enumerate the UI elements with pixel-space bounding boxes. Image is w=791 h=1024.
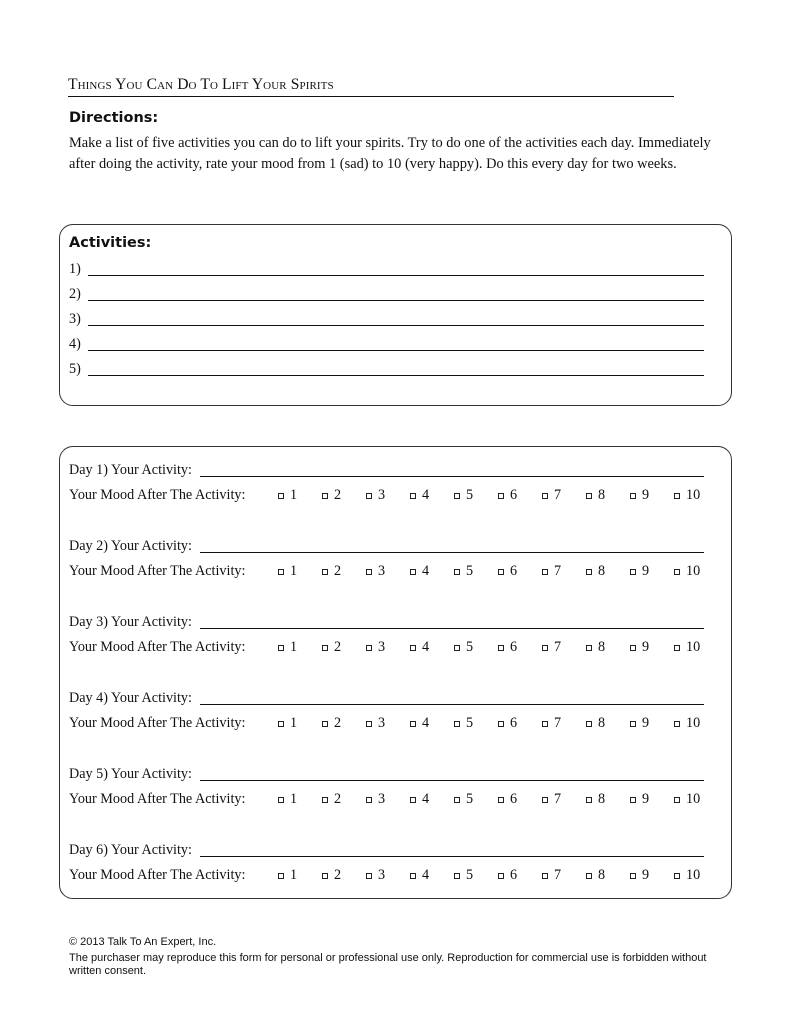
day-activity-line	[69, 536, 704, 556]
day-activity-label: Day 1) Your Activity:	[69, 462, 192, 478]
mood-option-value: 5	[466, 715, 474, 731]
day-activity-line	[69, 840, 704, 860]
copyright-text: © 2013 Talk To An Expert, Inc.	[69, 936, 217, 948]
mood-checkbox[interactable]	[366, 797, 372, 803]
mood-checkbox[interactable]	[454, 493, 460, 499]
mood-checkbox[interactable]	[278, 797, 284, 803]
mood-checkbox[interactable]	[498, 493, 504, 499]
mood-option[interactable]	[674, 485, 700, 505]
mood-checkbox[interactable]	[674, 797, 680, 803]
mood-option-value: 7	[554, 715, 562, 731]
mood-checkbox[interactable]	[498, 645, 504, 651]
day-activity-line	[69, 764, 704, 784]
mood-checkbox[interactable]	[542, 797, 548, 803]
mood-option[interactable]	[278, 865, 297, 885]
mood-checkbox[interactable]	[674, 569, 680, 575]
mood-option[interactable]	[410, 865, 429, 885]
mood-checkbox[interactable]	[322, 873, 328, 879]
mood-option-value: 3	[378, 639, 386, 655]
mood-option-value: 3	[378, 487, 386, 503]
activity-number: 2)	[69, 286, 81, 302]
mood-option-value: 10	[686, 639, 701, 655]
mood-checkbox[interactable]	[498, 569, 504, 575]
mood-checkbox[interactable]	[278, 493, 284, 499]
mood-option-value: 5	[466, 867, 474, 883]
mood-option[interactable]	[278, 713, 297, 733]
mood-option[interactable]	[278, 637, 297, 657]
mood-option[interactable]	[322, 561, 341, 581]
mood-checkbox[interactable]	[410, 569, 416, 575]
mood-checkbox[interactable]	[322, 645, 328, 651]
mood-rating-row	[69, 561, 709, 581]
mood-option-value: 5	[466, 563, 474, 579]
mood-rating-row	[69, 865, 709, 885]
mood-option-value: 3	[378, 791, 386, 807]
activity-line	[69, 309, 704, 329]
activity-line	[69, 284, 704, 304]
activity-line	[69, 334, 704, 354]
mood-checkbox[interactable]	[586, 797, 592, 803]
mood-option-value: 3	[378, 715, 386, 731]
mood-option-value: 4	[422, 563, 430, 579]
mood-option-value: 2	[334, 563, 342, 579]
mood-option-value: 6	[510, 639, 518, 655]
mood-option[interactable]	[674, 637, 700, 657]
mood-checkbox[interactable]	[410, 721, 416, 727]
mood-checkbox[interactable]	[498, 721, 504, 727]
mood-option-value: 6	[510, 791, 518, 807]
mood-checkbox[interactable]	[630, 873, 636, 879]
mood-option-value: 6	[510, 563, 518, 579]
mood-checkbox[interactable]	[410, 493, 416, 499]
mood-option[interactable]	[498, 713, 517, 733]
mood-option-value: 10	[686, 715, 701, 731]
mood-option[interactable]	[278, 561, 297, 581]
mood-checkbox[interactable]	[586, 721, 592, 727]
mood-option[interactable]	[454, 561, 473, 581]
day-activity-blank-field[interactable]	[200, 628, 704, 629]
mood-option[interactable]	[366, 637, 385, 657]
mood-label: Your Mood After The Activity:	[69, 715, 246, 731]
mood-option[interactable]	[674, 561, 700, 581]
mood-option[interactable]	[586, 561, 605, 581]
mood-checkbox[interactable]	[542, 493, 548, 499]
mood-option-value: 6	[510, 715, 518, 731]
activities-heading: Activities:	[69, 235, 152, 251]
mood-option-value: 9	[642, 715, 650, 731]
mood-checkbox[interactable]	[454, 721, 460, 727]
mood-rating-row	[69, 637, 709, 657]
mood-checkbox[interactable]	[542, 721, 548, 727]
mood-option-value: 1	[290, 563, 298, 579]
mood-checkbox[interactable]	[674, 721, 680, 727]
mood-option[interactable]	[454, 485, 473, 505]
mood-checkbox[interactable]	[674, 493, 680, 499]
mood-option-value: 1	[290, 791, 298, 807]
mood-option[interactable]	[322, 865, 341, 885]
mood-option[interactable]	[410, 789, 429, 809]
mood-option-value: 9	[642, 639, 650, 655]
mood-option-value: 7	[554, 487, 562, 503]
mood-option[interactable]	[630, 865, 649, 885]
mood-option[interactable]	[542, 713, 561, 733]
mood-option[interactable]	[322, 485, 341, 505]
mood-checkbox[interactable]	[630, 569, 636, 575]
mood-option-value: 1	[290, 639, 298, 655]
daily-log-panel	[59, 446, 732, 899]
mood-checkbox[interactable]	[586, 873, 592, 879]
day-activity-blank-field[interactable]	[200, 476, 704, 477]
mood-option[interactable]	[630, 713, 649, 733]
mood-option[interactable]	[542, 637, 561, 657]
mood-option-value: 5	[466, 487, 474, 503]
mood-option[interactable]	[454, 865, 473, 885]
activity-number: 4)	[69, 336, 81, 352]
mood-option[interactable]	[542, 561, 561, 581]
mood-checkbox[interactable]	[630, 493, 636, 499]
mood-checkbox[interactable]	[586, 569, 592, 575]
mood-option-value: 4	[422, 487, 430, 503]
mood-option-value: 2	[334, 487, 342, 503]
mood-option-value: 8	[598, 487, 606, 503]
mood-checkbox[interactable]	[366, 873, 372, 879]
mood-checkbox[interactable]	[542, 569, 548, 575]
mood-option-value: 7	[554, 563, 562, 579]
page-title: Things You Can Do To Lift Your Spirits	[68, 74, 674, 97]
day-activity-blank-field[interactable]	[200, 856, 704, 857]
mood-option-value: 8	[598, 791, 606, 807]
mood-option[interactable]	[630, 485, 649, 505]
mood-option-value: 6	[510, 867, 518, 883]
mood-option[interactable]	[542, 789, 561, 809]
mood-option[interactable]	[674, 865, 700, 885]
mood-option[interactable]	[366, 865, 385, 885]
mood-checkbox[interactable]	[366, 721, 372, 727]
mood-checkbox[interactable]	[674, 873, 680, 879]
mood-option-value: 10	[686, 791, 701, 807]
mood-rating-row	[69, 485, 709, 505]
mood-option[interactable]	[542, 865, 561, 885]
mood-option[interactable]	[454, 713, 473, 733]
mood-option[interactable]	[366, 485, 385, 505]
mood-option-value: 9	[642, 867, 650, 883]
mood-checkbox[interactable]	[410, 873, 416, 879]
activity-number: 3)	[69, 311, 81, 327]
mood-checkbox[interactable]	[322, 797, 328, 803]
mood-option[interactable]	[586, 789, 605, 809]
mood-option[interactable]	[674, 789, 700, 809]
mood-checkbox[interactable]	[454, 645, 460, 651]
mood-checkbox[interactable]	[498, 797, 504, 803]
mood-option-value: 4	[422, 867, 430, 883]
activity-blank-field[interactable]	[88, 375, 704, 376]
mood-option[interactable]	[410, 713, 429, 733]
activity-number: 5)	[69, 361, 81, 377]
mood-checkbox[interactable]	[322, 493, 328, 499]
mood-option-value: 7	[554, 867, 562, 883]
activity-blank-field[interactable]	[88, 325, 704, 326]
mood-option[interactable]	[630, 561, 649, 581]
mood-option-value: 1	[290, 867, 298, 883]
reproduction-notice: The purchaser may reproduce this form for personal or professional use only. Reproduction for commercial use is forbidden without written consent.	[69, 952, 707, 977]
mood-option-value: 1	[290, 487, 298, 503]
activity-line	[69, 359, 704, 379]
mood-option-value: 8	[598, 639, 606, 655]
day-activity-label: Day 6) Your Activity:	[69, 842, 192, 858]
day-activity-label: Day 2) Your Activity:	[69, 538, 192, 554]
day-activity-blank-field[interactable]	[200, 552, 704, 553]
mood-rating-row	[69, 713, 709, 733]
mood-checkbox[interactable]	[366, 569, 372, 575]
mood-option[interactable]	[410, 637, 429, 657]
mood-checkbox[interactable]	[366, 493, 372, 499]
mood-checkbox[interactable]	[542, 873, 548, 879]
activity-number: 1)	[69, 261, 81, 277]
mood-checkbox[interactable]	[498, 873, 504, 879]
mood-checkbox[interactable]	[278, 645, 284, 651]
mood-option-value: 2	[334, 639, 342, 655]
mood-option-value: 10	[686, 487, 701, 503]
mood-option-value: 7	[554, 639, 562, 655]
mood-option[interactable]	[498, 865, 517, 885]
mood-option-value: 3	[378, 563, 386, 579]
mood-option[interactable]	[498, 561, 517, 581]
mood-option-value: 9	[642, 791, 650, 807]
mood-option[interactable]	[322, 713, 341, 733]
activity-blank-field[interactable]	[88, 350, 704, 351]
day-activity-blank-field[interactable]	[200, 704, 704, 705]
mood-option[interactable]	[630, 637, 649, 657]
mood-option-value: 4	[422, 639, 430, 655]
mood-option-value: 8	[598, 715, 606, 731]
mood-option[interactable]	[586, 485, 605, 505]
mood-option[interactable]	[498, 789, 517, 809]
mood-option[interactable]	[322, 789, 341, 809]
mood-label: Your Mood After The Activity:	[69, 867, 246, 883]
mood-option[interactable]	[366, 789, 385, 809]
mood-checkbox[interactable]	[542, 645, 548, 651]
mood-option-value: 4	[422, 791, 430, 807]
mood-option[interactable]	[630, 789, 649, 809]
mood-checkbox[interactable]	[630, 721, 636, 727]
activity-blank-field[interactable]	[88, 300, 704, 301]
day-activity-blank-field[interactable]	[200, 780, 704, 781]
mood-option[interactable]	[674, 713, 700, 733]
mood-checkbox[interactable]	[278, 721, 284, 727]
day-activity-line	[69, 460, 704, 480]
mood-checkbox[interactable]	[410, 645, 416, 651]
mood-checkbox[interactable]	[630, 645, 636, 651]
mood-option[interactable]	[498, 637, 517, 657]
mood-checkbox[interactable]	[630, 797, 636, 803]
mood-option[interactable]	[542, 485, 561, 505]
mood-option[interactable]	[410, 561, 429, 581]
mood-option[interactable]	[322, 637, 341, 657]
mood-option[interactable]	[586, 713, 605, 733]
mood-option-value: 10	[686, 563, 701, 579]
mood-option-value: 1	[290, 715, 298, 731]
mood-option-value: 9	[642, 487, 650, 503]
mood-option[interactable]	[278, 789, 297, 809]
day-activity-line	[69, 612, 704, 632]
mood-option-value: 9	[642, 563, 650, 579]
day-activity-label: Day 4) Your Activity:	[69, 690, 192, 706]
mood-label: Your Mood After The Activity:	[69, 639, 246, 655]
mood-option[interactable]	[498, 485, 517, 505]
mood-label: Your Mood After The Activity:	[69, 791, 246, 807]
mood-option-value: 4	[422, 715, 430, 731]
mood-option[interactable]	[454, 789, 473, 809]
mood-option-value: 2	[334, 715, 342, 731]
mood-checkbox[interactable]	[366, 645, 372, 651]
mood-option[interactable]	[278, 485, 297, 505]
directions-heading: Directions:	[69, 110, 159, 126]
mood-option-value: 7	[554, 791, 562, 807]
mood-checkbox[interactable]	[454, 797, 460, 803]
mood-checkbox[interactable]	[586, 493, 592, 499]
mood-option-value: 5	[466, 639, 474, 655]
mood-rating-row	[69, 789, 709, 809]
mood-label: Your Mood After The Activity:	[69, 487, 246, 503]
day-activity-label: Day 5) Your Activity:	[69, 766, 192, 782]
mood-option-value: 8	[598, 867, 606, 883]
mood-checkbox[interactable]	[586, 645, 592, 651]
activity-line	[69, 259, 704, 279]
mood-option[interactable]	[454, 637, 473, 657]
mood-checkbox[interactable]	[454, 873, 460, 879]
directions-text: Make a list of five activities you can do to lift your spirits. Try to do one of the activities each day. Immediately after doing the activity, rate your mood from 1 (sad) to 10 (very happy). Do this every day for two weeks.	[69, 135, 711, 172]
mood-checkbox[interactable]	[278, 873, 284, 879]
mood-label: Your Mood After The Activity:	[69, 563, 246, 579]
mood-option[interactable]	[586, 865, 605, 885]
mood-option[interactable]	[586, 637, 605, 657]
activity-blank-field[interactable]	[88, 275, 704, 276]
mood-option[interactable]	[366, 713, 385, 733]
day-activity-label: Day 3) Your Activity:	[69, 614, 192, 630]
mood-option-value: 8	[598, 563, 606, 579]
mood-option-value: 6	[510, 487, 518, 503]
mood-option-value: 3	[378, 867, 386, 883]
mood-option[interactable]	[410, 485, 429, 505]
mood-option-value: 5	[466, 791, 474, 807]
mood-option[interactable]	[366, 561, 385, 581]
mood-checkbox[interactable]	[322, 569, 328, 575]
mood-option-value: 10	[686, 867, 701, 883]
day-activity-line	[69, 688, 704, 708]
mood-checkbox[interactable]	[410, 797, 416, 803]
mood-checkbox[interactable]	[454, 569, 460, 575]
mood-checkbox[interactable]	[674, 645, 680, 651]
mood-checkbox[interactable]	[322, 721, 328, 727]
mood-option-value: 2	[334, 867, 342, 883]
mood-option-value: 2	[334, 791, 342, 807]
mood-checkbox[interactable]	[278, 569, 284, 575]
